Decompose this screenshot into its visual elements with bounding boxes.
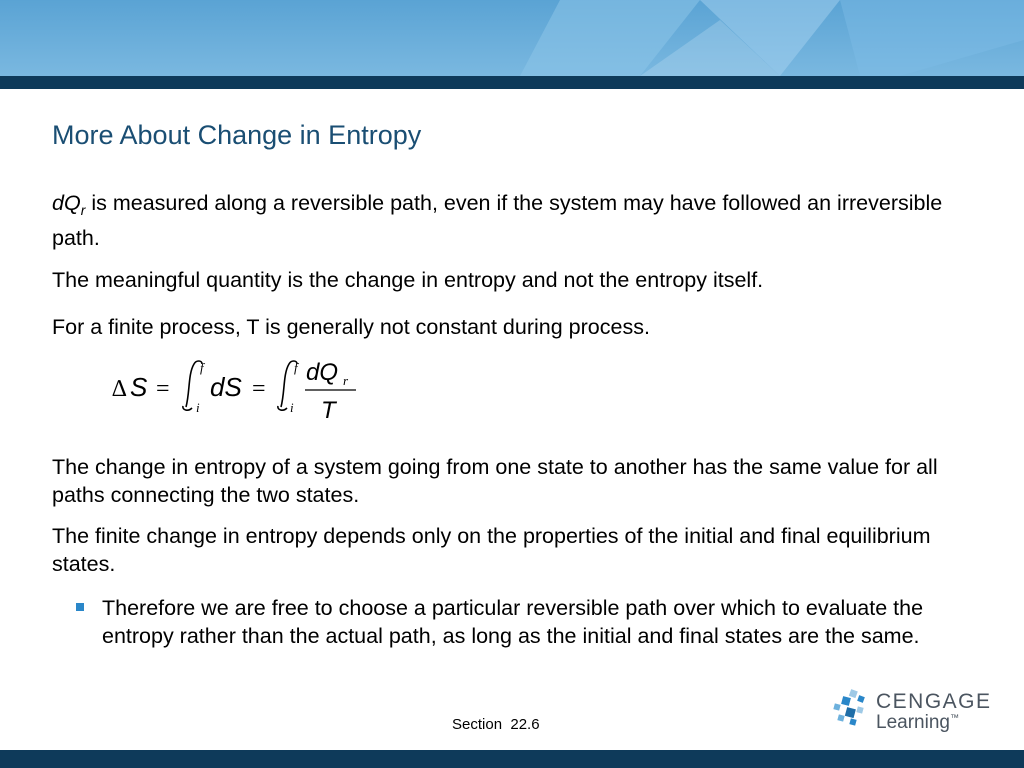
delta-symbol: ∆: [112, 376, 127, 402]
cengage-logo-icon: [830, 688, 870, 728]
lower-limit-2: i: [290, 400, 294, 415]
logo-wordmark-learning: [876, 712, 959, 734]
section-label: Section 22.6: [452, 716, 540, 733]
square-bullet-icon: [76, 603, 84, 611]
paragraph-dqr-text: is measured along a reversible path, even if the system may have followed an irreversible path.: [52, 191, 943, 250]
entropy-s: S: [130, 372, 148, 402]
dq-variable: dQ: [52, 191, 81, 215]
paragraph-meaningful-quantity: The meaningful quantity is the change in entropy and not the entropy itself.: [52, 268, 764, 292]
upper-limit-1: f: [200, 360, 204, 375]
bullet-text: Therefore we are free to choose a particular reversible path over which to evaluate the entropy rather than the actual path, as long as the initial and final states are the same.: [102, 596, 924, 648]
upper-limit-2: f: [294, 360, 298, 375]
equals-sign-1: =: [156, 376, 170, 402]
paragraph-path-independence: The change in entropy of a system going from one state to another has the same value for all paths connecting the two states.: [52, 455, 938, 507]
paragraph-dqr: [52, 189, 982, 252]
paragraph-equilibrium-states: The finite change in entropy depends only on the properties of the initial and final equilibrium states.: [52, 524, 931, 576]
lower-limit-1: i: [196, 400, 200, 415]
header-rule: [0, 76, 1024, 89]
fraction-denominator: T: [321, 397, 336, 424]
logo-trademark: ™: [949, 712, 959, 723]
slide-title: More About Change in Entropy: [52, 120, 422, 150]
paragraph-finite-process: For a finite process, T is generally not constant during process.: [52, 315, 650, 339]
numerator-subscript: r: [343, 373, 349, 388]
logo-wordmark-cengage: CENGAGE: [876, 690, 992, 713]
equals-sign-2: =: [252, 376, 266, 402]
footer-rule: [0, 750, 1024, 768]
header-decoration: [0, 0, 1024, 76]
dq-subscript: r: [80, 202, 86, 218]
entropy-integral-equation: [112, 352, 372, 426]
fraction-numerator: dQ: [306, 359, 339, 386]
ds-term: dS: [210, 372, 242, 402]
logo-learning-text: Learning: [876, 712, 950, 733]
header-band: [0, 0, 1024, 76]
